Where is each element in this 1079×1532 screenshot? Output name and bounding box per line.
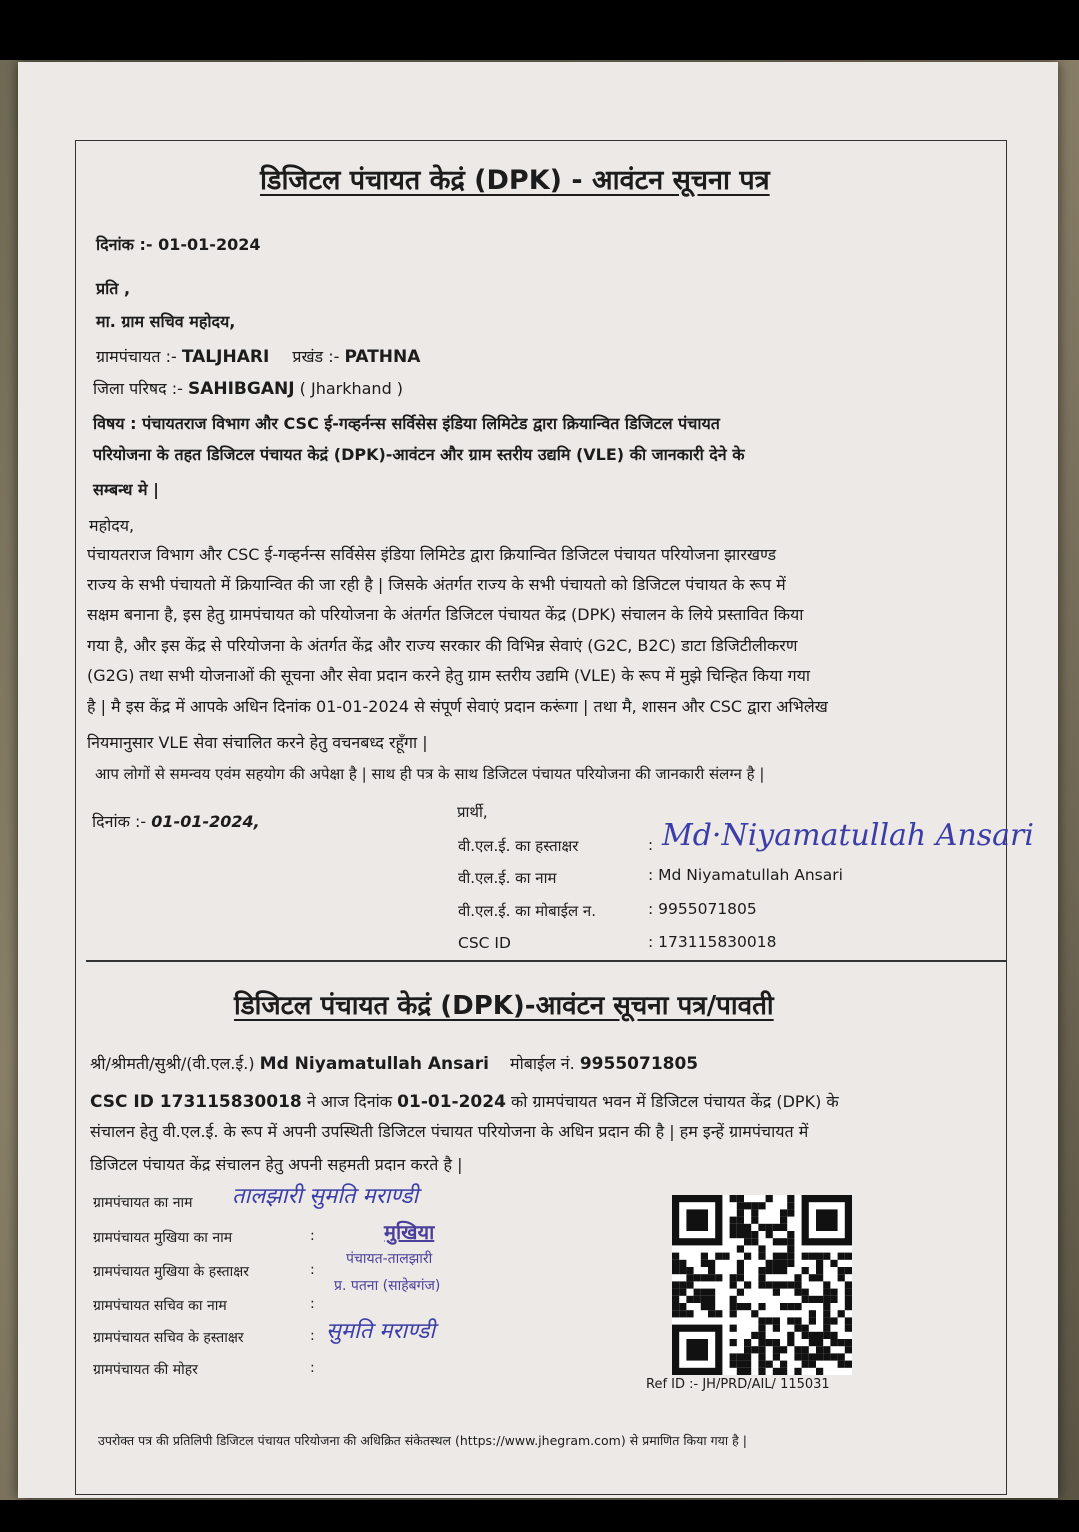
vle-signature: Md·Niyamatullah Ansari — [662, 818, 1034, 853]
csc-label: CSC ID — [458, 934, 511, 952]
receipt-name-row — [90, 1052, 698, 1074]
field-mukhiya-name-label: ग्रामपंचायत मुखिया का नाम — [93, 1230, 233, 1246]
section-divider — [86, 960, 1006, 962]
qr-code-graphic — [672, 1195, 852, 1375]
vle-mobile-value: : 9955071805 — [648, 900, 757, 918]
stamp-line-3: प्र. पतना (साहेबगंज) — [334, 1278, 441, 1294]
receipt-line-2: संचालन हेतु वी.एल.ई. के रूप में अपनी उपस्थिती डिजिटल पंचायत परियोजना के अधिन प्रदान की है | हम इन्हें ग्रामपंचायत में — [90, 1122, 809, 1141]
receipt-line-3: डिजिटल पंचायत केंद्र संचालन हेतु अपनी सहमती प्रदान करते है | — [90, 1155, 463, 1174]
body-line-1: पंचायतराज विभाग और CSC ई-गव्हर्नन्स सर्विसेस इंडिया लिमिटेड द्वारा क्रियान्वित डिजिटल पंचायत परियोजना झारखण्ड — [87, 545, 777, 564]
receipt-mobile: 9955071805 — [579, 1054, 699, 1074]
body-line-3: सक्षम बनाना है, इस हेतु ग्रामपंचायत को परियोजना के अंतर्गत डिजिटल पंचायत केंद्र (DPK) संचालन के लिये प्रस्तावित किया — [87, 605, 804, 624]
district-label: जिला परिषद :- — [93, 379, 183, 398]
subject-line-2: परियोजना के तहत डिजिटल पंचायत केद्रं (DPK)-आवंटन और ग्राम स्तरीय उद्यमि (VLE) की जानकारी देने के — [93, 445, 745, 464]
body-line-7: नियमानुसार VLE सेवा संचालित करने हेतु वचनबध्द रहूँगा | — [87, 733, 428, 752]
qr-code — [672, 1195, 852, 1375]
vle-mobile-label: वी.एल.ई. का मोबाईल न. — [458, 902, 597, 920]
date2-label: दिनांक :- — [92, 812, 147, 831]
receipt-name: Md Niyamatullah Ansari — [259, 1054, 489, 1074]
document-title: डिजिटल पंचायत केद्रं (DPK) - आवंटन सूचना पत्र — [260, 165, 770, 196]
subject-line-1: विषय : पंचायतराज विभाग और CSC ई-गव्हर्नन्स सर्विसेस इंडिया लिमिटेड द्वारा क्रियान्वित डिजिटल पंचायत — [93, 414, 720, 433]
block-value: PATHNA — [344, 347, 421, 367]
addressee: मा. ग्राम सचिव महोदय, — [96, 312, 236, 331]
closing-line: आप लोगों से समन्वय एवंम सहयोग की अपेक्षा है | साथ ही पत्र के साथ डिजिटल पंचायत परियोजना की जानकारी संलग्न है | — [95, 765, 765, 783]
stamp-line-1: मुखिया — [384, 1220, 435, 1244]
receipt-line-1 — [90, 1090, 839, 1112]
salutation: महोदय, — [89, 516, 135, 535]
field-secretary-name-colon: : — [310, 1296, 315, 1312]
secretary-signature: सुमति मराण्डी — [326, 1319, 436, 1344]
body-line-5: (G2G) तथा सभी योजनाओं की सूचना और सेवा प्रदान करने हेतु ग्राम स्तरीय उद्यमि (VLE) के रूप में मुझे चिन्हित किया गया — [87, 666, 811, 685]
receipt-title: डिजिटल पंचायत केद्रं (DPK)-आवंटन सूचना पत्र/पावती — [234, 991, 774, 1021]
date2-value: 01-01-2024, — [151, 812, 260, 831]
state-value: ( Jharkhand ) — [299, 379, 404, 398]
field-secretary-sign-label: ग्रामपंचायत सचिव के हस्ताक्षर — [93, 1330, 244, 1346]
date2-row — [92, 810, 260, 832]
vle-sign-label: वी.एल.ई. का हस्ताक्षर — [458, 837, 579, 855]
ref-id: Ref ID :- JH/PRD/AIL/ 115031 — [646, 1377, 830, 1392]
receipt-line1-end: को ग्रामपंचायत भवन में डिजिटल पंचायत केंद्र (DPK) के — [511, 1092, 839, 1111]
field-seal-label: ग्रामपंचायत की मोहर — [93, 1362, 198, 1378]
field-mukhiya-sign-label: ग्रामपंचायत मुखिया के हस्ताक्षर — [93, 1264, 250, 1280]
to-line: प्रति , — [96, 279, 131, 298]
body-line-4: गया है, और इस केंद्र से परियोजना के अंतर्गत केंद्र और राज्य सरकार की विभिन्न सेवाएं (G2C, B2C) डाटा डिजिटीलीकरण — [87, 636, 798, 655]
footer-note: उपरोक्त पत्र की प्रतिलिपी डिजिटल पंचायत परियोजना की अधिक्रित संकेतस्थल (https://www.jhegram.com) से प्रमाणित किया गया है | — [98, 1433, 747, 1448]
district-row — [93, 377, 403, 399]
block-label: प्रखंड :- — [292, 347, 340, 366]
vle-name-label: वी.एल.ई. का नाम — [458, 869, 557, 887]
field-mukhiya-name-colon: : — [310, 1228, 315, 1244]
date-line: दिनांक :- 01-01-2024 — [96, 235, 261, 254]
receipt-line1-text: ने आज दिनांक — [306, 1092, 393, 1111]
field-gp-name-value: तालझारी सुमति मराण्डी — [232, 1184, 419, 1209]
gp-row — [96, 345, 420, 367]
body-line-2: राज्य के सभी पंचायतो में क्रियान्वित की जा रही है | जिसके अंतर्गत राज्य के सभी पंचायतो को डिजिटल पंचायत के रूप में — [87, 575, 786, 594]
receipt-date: 01-01-2024 — [397, 1092, 506, 1112]
receipt-prefix: श्री/श्रीमती/सुश्री/(वी.एल.ई.) — [90, 1054, 255, 1073]
field-secretary-sign-colon: : — [310, 1328, 315, 1344]
gp-value: TALJHARI — [181, 347, 270, 367]
csc-value: : 173115830018 — [648, 933, 777, 951]
district-value: SAHIBGANJ — [187, 379, 295, 399]
vle-sign-colon: : — [648, 836, 654, 854]
applicant-label: प्रार्थी, — [457, 803, 488, 821]
gp-label: ग्रामपंचायत :- — [96, 347, 177, 366]
field-gp-name-label: ग्रामपंचायत का नाम — [93, 1195, 193, 1211]
field-secretary-name-label: ग्रामपंचायत सचिव का नाम — [93, 1298, 227, 1314]
field-seal-colon: : — [310, 1360, 315, 1376]
field-mukhiya-sign-colon: : — [310, 1262, 315, 1278]
stamp-line-2: पंचायत-तालझारी — [346, 1251, 433, 1267]
body-line-6: है | मै इस केंद्र में आपके अधिन दिनांक 01-01-2024 से संपूर्ण सेवाएं प्रदान करूंगा | तथा मै, शासन और CSC द्वारा अभिलेख — [87, 697, 828, 716]
receipt-mobile-label: मोबाईल नं. — [510, 1054, 575, 1073]
subject-line-3: सम्बन्ध मे | — [93, 480, 159, 499]
vle-name-value: : Md Niyamatullah Ansari — [648, 866, 843, 884]
receipt-csc: CSC ID 173115830018 — [90, 1092, 302, 1112]
